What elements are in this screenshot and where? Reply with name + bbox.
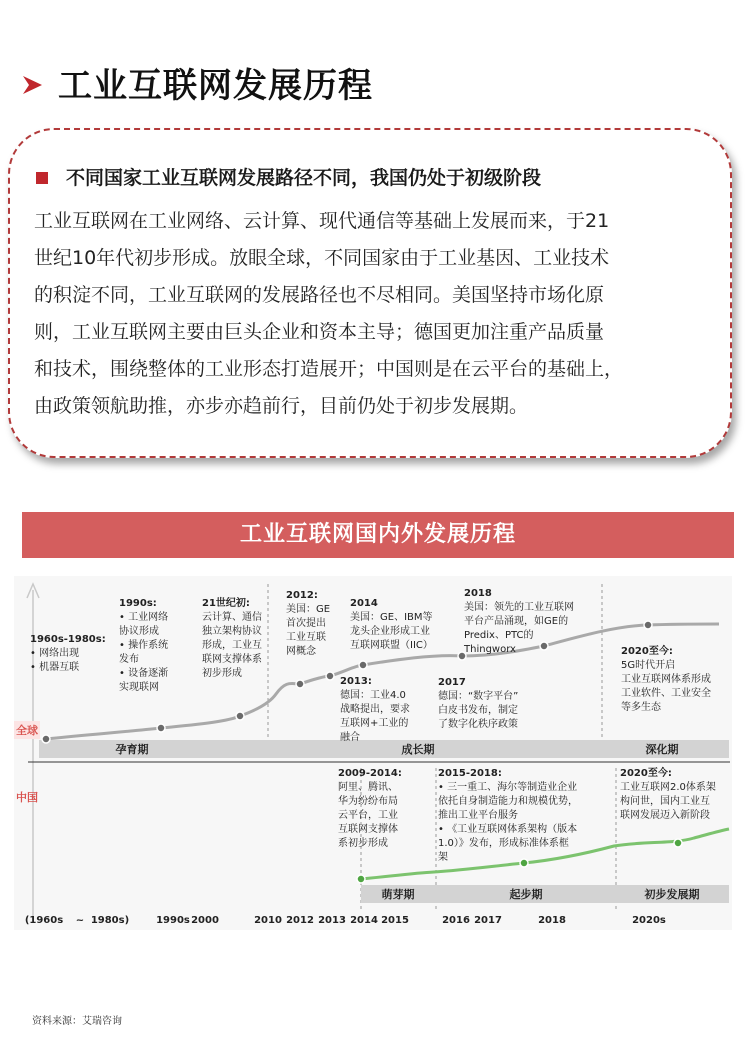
event-line: 工业互联网2.0体系架 <box>620 782 716 793</box>
event-title: 2012: <box>286 590 318 601</box>
event-line: 龙头企业形成工业 <box>350 626 430 637</box>
stage-label: 初步发展期 <box>644 888 700 901</box>
event-line: • 工业网络 <box>119 612 169 623</box>
stage-label: 孕育期 <box>115 743 149 756</box>
event-line: 德国：工业4.0 <box>340 690 406 701</box>
axis-tick: 2018 <box>538 915 566 926</box>
event-line: 了数字化秩序政策 <box>438 719 518 730</box>
event-dot <box>359 661 367 669</box>
stage-label: 起步期 <box>509 888 543 901</box>
event-line: 推出工业平台服务 <box>438 810 518 821</box>
event-title: 2018 <box>464 588 492 599</box>
event-line: 5G时代开启 <box>621 660 676 671</box>
event-line: 工业互联网体系形成 <box>621 674 711 685</box>
event-title: 2009-2014: <box>338 768 402 779</box>
event-block <box>119 598 168 693</box>
axis-tick: (1960s <box>24 915 64 926</box>
axis-tick: ~ <box>75 915 85 926</box>
event-dot <box>540 642 548 650</box>
event-line: 互联网支撑体 <box>338 824 398 835</box>
event-line: 联网发展迈入新阶段 <box>620 810 710 821</box>
axis-tick: 2017 <box>474 915 502 926</box>
event-line: 德国：“数字平台” <box>438 691 519 702</box>
event-line: 云计算、通信 <box>202 612 262 623</box>
event-line: • 设备逐渐 <box>119 668 169 679</box>
event-line: 1.0）》发布，形成标准体系框 <box>438 838 569 849</box>
event-dot <box>157 724 165 732</box>
event-line: 系初步形成 <box>338 838 388 849</box>
stage-label: 深化期 <box>645 743 679 756</box>
event-line: • 《工业互联网体系架构（版本 <box>438 824 578 835</box>
event-title: 1960s-1980s: <box>30 634 106 645</box>
axis-tick: 2015 <box>381 915 409 926</box>
axis-tick: 2014 <box>350 915 378 926</box>
axis-tick: 1990s <box>156 915 190 926</box>
event-dot <box>42 735 50 743</box>
event-line: 白皮书发布，制定 <box>438 705 518 716</box>
stage-label: 萌芽期 <box>381 888 415 901</box>
event-title: 2015-2018: <box>438 768 502 779</box>
global-label: 全球 <box>16 724 38 737</box>
callout-heading: 不同国家工业互联网发展路径不同，我国仍处于初级阶段 <box>66 167 542 189</box>
event-title: 21世纪初: <box>202 598 250 609</box>
event-title: 2014 <box>350 598 378 609</box>
event-line: Predix、PTC的 <box>464 630 534 641</box>
event-dot <box>296 680 304 688</box>
callout-line: 世纪10年代初步形成。放眼全球，不同国家由于工业基因、工业技术 <box>34 247 610 269</box>
axis-tick: 2016 <box>442 915 470 926</box>
event-title: 2013: <box>340 676 372 687</box>
event-line: 首次提出 <box>286 618 326 629</box>
event-line: 战略提出，要求 <box>340 704 410 715</box>
callout-line: 工业互联网在工业网络、云计算、现代通信等基础上发展而来，于21 <box>34 210 610 232</box>
callout-line: 和技术，围绕整体的工业形态打造展开；中国则是在云平台的基础上， <box>34 358 624 380</box>
event-line: 形成，工业互 <box>202 640 262 651</box>
event-line: 架 <box>438 852 448 863</box>
stage-label: 成长期 <box>401 743 435 756</box>
event-dot <box>520 859 528 867</box>
event-line: • 机器互联 <box>30 662 80 673</box>
axis-tick: 1980s) <box>90 915 130 926</box>
event-line: 协议形成 <box>119 626 159 637</box>
chevron-right-icon <box>20 72 46 98</box>
event-line: Thingworx <box>464 644 516 655</box>
page-title: 工业互联网发展历程 <box>58 66 373 106</box>
event-dot <box>326 672 334 680</box>
event-line: 美国：GE <box>286 604 331 615</box>
event-dot <box>644 621 652 629</box>
axis-tick: 2020s <box>632 915 666 926</box>
event-line: 互联网联盟（IIC） <box>350 640 433 651</box>
source-note: 资料来源：艾瑞咨询 <box>32 1016 122 1027</box>
square-bullet-icon <box>36 172 48 184</box>
event-title: 1990s: <box>119 598 157 609</box>
event-line: 工业软件、工业安全 <box>621 688 711 699</box>
event-title: 2020至今: <box>620 768 672 779</box>
event-line: 发布 <box>119 654 139 665</box>
callout-body <box>34 203 716 425</box>
event-dot <box>674 839 682 847</box>
event-line: 美国：领先的工业互联网 <box>464 602 574 613</box>
event-line: 云平台，工业 <box>338 810 398 821</box>
event-line: 平台产品涌现，如GE的 <box>464 616 569 627</box>
event-line: 美国：GE、IBM等 <box>350 612 433 623</box>
event-line: • 操作系统 <box>119 640 169 651</box>
axis-tick: 2000 <box>191 915 219 926</box>
event-line: • 三一重工、海尔等制造业企业 <box>438 782 578 793</box>
callout-line: 由政策领航助推，亦步亦趋前行，目前仍处于初步发展期。 <box>34 395 529 417</box>
event-dot <box>236 712 244 720</box>
event-dot <box>357 875 365 883</box>
event-line: 联网支撑体系 <box>202 654 262 665</box>
event-line: 互联网+工业的 <box>340 718 409 729</box>
event-line: 阿里、腾讯、 <box>338 782 398 793</box>
timeline-banner: 工业互联网国内外发展历程 <box>22 512 734 558</box>
event-line: • 网络出现 <box>30 648 80 659</box>
axis-tick: 2010 <box>254 915 282 926</box>
callout-line: 的积淀不同，工业互联网的发展路径也不尽相同。美国坚持市场化原 <box>34 284 605 306</box>
event-line: 依托自身制造能力和规模优势， <box>438 796 578 807</box>
event-line: 融合 <box>340 732 360 743</box>
callout-line: 则，工业互联网主要由巨头企业和资本主导；德国更加注重产品质量 <box>34 321 605 343</box>
china-label: 中国 <box>16 791 38 804</box>
timeline-diagram <box>14 576 732 930</box>
event-line: 构问世，国内工业互 <box>620 796 710 807</box>
event-line: 网概念 <box>286 646 316 657</box>
event-line: 实现联网 <box>119 682 159 693</box>
event-line: 华为纷纷布局 <box>338 796 398 807</box>
axis-tick: 2013 <box>318 915 346 926</box>
event-title: 2020至今: <box>621 646 673 657</box>
event-line: 工业互联 <box>286 632 326 643</box>
event-line: 初步形成 <box>202 668 242 679</box>
event-line: 独立架构协议 <box>202 626 262 637</box>
event-line: 等多生态 <box>621 702 661 713</box>
event-title: 2017 <box>438 677 466 688</box>
axis-tick: 2012 <box>286 915 314 926</box>
